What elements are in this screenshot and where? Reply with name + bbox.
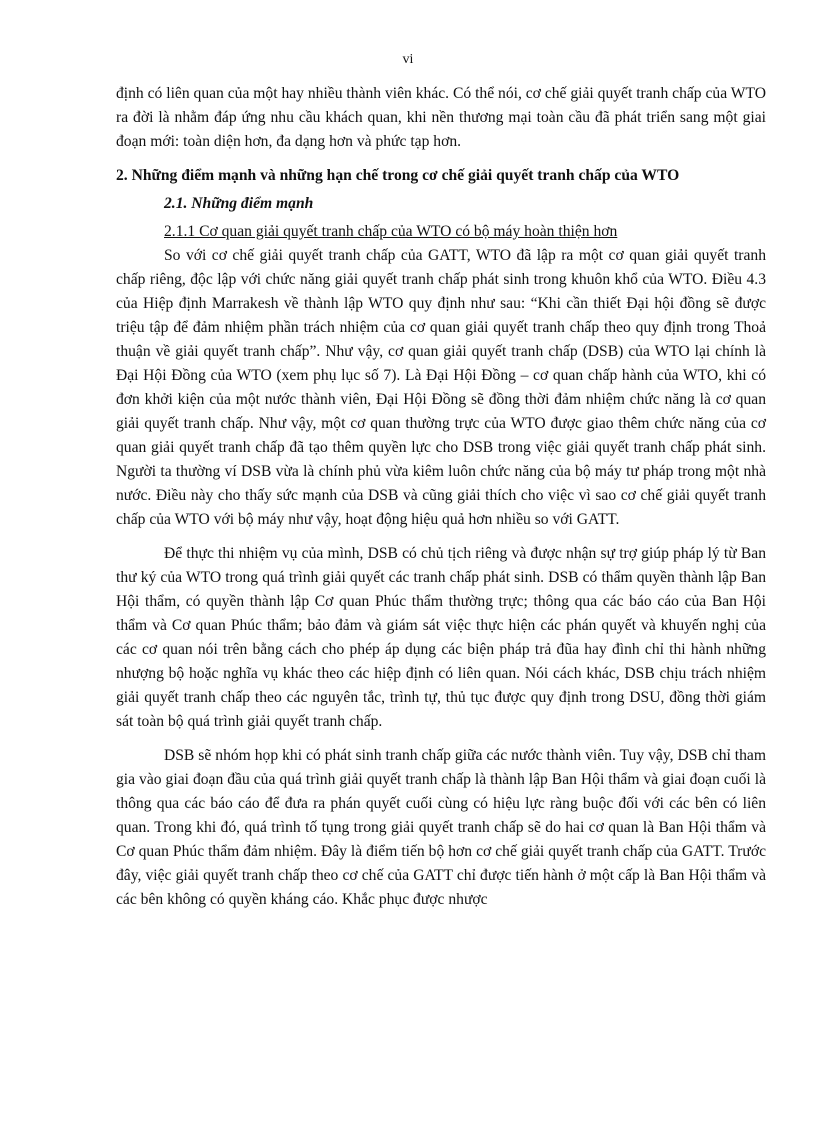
subsection-heading-2-1-1: 2.1.1 Cơ quan giải quyết tranh chấp của WTO có bộ máy hoàn thiện hơn xyxy=(164,223,618,240)
paragraph-dsb-structure: So với cơ chế giải quyết tranh chấp của GATT, WTO đã lập ra một cơ quan giải quyết tranh chấp riêng, độc lập với chức năng giải quyết tranh chấp phát sinh trong khuôn khổ của WTO. Điều 4.3 của Hiệp định Marrakesh về thành lập WTO quy định như sau: “Khi cần thiết Đại hội đồng sẽ được triệu tập để đảm nhiệm phần trách nhiệm của cơ quan giải quyết tranh chấp theo quy định trong Thoả thuận về giải quyết tranh chấp”. Như vậy, cơ quan giải quyết tranh chấp (DSB) của WTO lại chính là Đại Hội Đồng của WTO (xem phụ lục số 7). Là Đại Hội Đồng – cơ quan chấp hành của WTO, khi có đơn khởi kiện của một nước thành viên, Đại Hội Đồng sẽ đồng thời đảm nhiệm chức năng là cơ quan giải quyết tranh chấp. Như vậy, một cơ quan thường trực của WTO được giao thêm chức năng của cơ quan giải quyết tranh chấp đã tạo thêm quyền lực cho DSB trong việc giải quyết tranh chấp phát sinh. Người ta thường ví DSB vừa là chính phủ vừa kiêm luôn chức năng của bộ máy tư pháp trong một nhà nước. Điều này cho thấy sức mạnh của DSB và cũng giải thích cho việc vì sao cơ chế giải quyết tranh chấp của WTO với bộ máy như vậy, hoạt động hiệu quả hơn nhiều so với GATT. xyxy=(116,247,766,528)
subsection-heading-2-1: 2.1. Những điểm mạnh xyxy=(164,195,314,212)
paragraph-dsb-duties: Để thực thi nhiệm vụ của mình, DSB có chủ tịch riêng và được nhận sự trợ giúp pháp lý từ Ban thư ký của WTO trong quá trình giải quyết các tranh chấp phát sinh. DSB có thẩm quyền thành lập Ban Hội thẩm, có quyền thành lập Cơ quan Phúc thẩm thường trực; thông qua các báo cáo của Ban Hội thẩm và Cơ quan Phúc thẩm; bảo đảm và giám sát việc thực hiện các phán quyết và khuyến nghị của các cơ quan nói trên bằng cách cho phép áp dụng các biện pháp trả đũa hay đình chỉ thi hành những nhượng bộ hoặc nghĩa vụ khác theo các hiệp định có liên quan. Nói cách khác, DSB chịu trách nhiệm giải quyết tranh chấp theo các nguyên tắc, trình tự, thủ tục được quy định trong DSU, đồng thời giám sát toàn bộ quá trình giải quyết tranh chấp. xyxy=(116,545,766,730)
page-number: vi xyxy=(402,52,414,67)
section-heading-2: 2. Những điểm mạnh và những hạn chế trong cơ chế giải quyết tranh chấp của WTO xyxy=(116,167,680,184)
page-content xyxy=(116,82,766,912)
paragraph-intro-continuation: định có liên quan của một hay nhiều thành viên khác. Có thể nói, cơ chế giải quyết tranh chấp của WTO ra đời là nhằm đáp ứng nhu cầu khách quan, khi nền thương mại toàn cầu đã phát triển sang một giai đoạn mới: toàn diện hơn, đa dạng hơn và phức tạp hơn. xyxy=(116,85,766,150)
paragraph-dsb-meetings: DSB sẽ nhóm họp khi có phát sinh tranh chấp giữa các nước thành viên. Tuy vậy, DSB chỉ tham gia vào giai đoạn đầu của quá trình giải quyết tranh chấp là thành lập Ban Hội thẩm và giai đoạn cuối là thông qua các báo cáo để đưa ra phán quyết cuối cùng có hiệu lực ràng buộc đối với các bên có liên quan. Trong khi đó, quá trình tố tụng trong giải quyết tranh chấp sẽ do hai cơ quan là Ban Hội thẩm và Cơ quan Phúc thẩm đảm nhiệm. Đây là điểm tiến bộ hơn cơ chế giải quyết tranh chấp của GATT. Trước đây, việc giải quyết tranh chấp theo cơ chế của GATT chỉ được tiến hành ở một cấp là Ban Hội thẩm và các bên không có quyền kháng cáo. Khắc phục được nhược xyxy=(116,747,766,908)
